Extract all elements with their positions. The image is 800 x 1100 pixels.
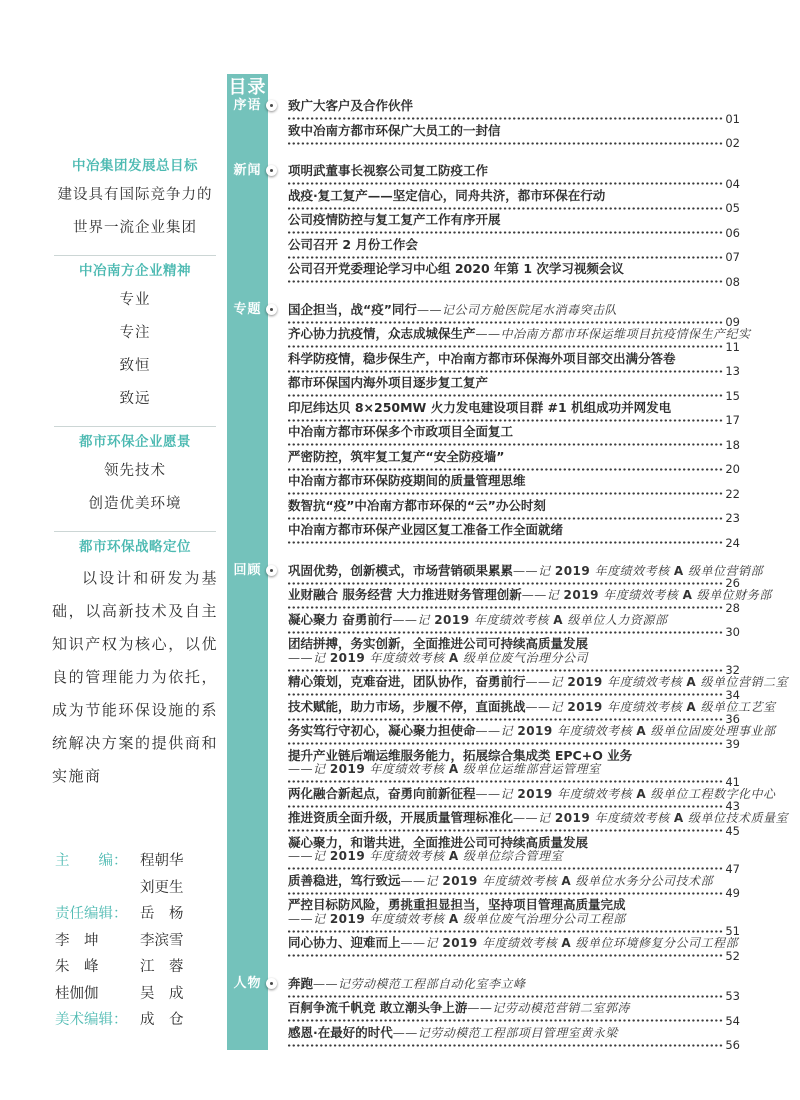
toc-entry: [288, 810, 789, 838]
toc-section-新闻: [288, 164, 740, 287]
editor-row: [55, 848, 221, 875]
toc-entry: [288, 303, 740, 328]
sidebar-divider: [54, 255, 216, 256]
toc-entry-subtitle: ——记 2019 年度绩效考核 A 级单位营销二室: [525, 675, 789, 689]
dotted-leader: [288, 345, 724, 348]
toc-entry-title: [288, 262, 740, 277]
toc-entry: [288, 977, 740, 1002]
toc-body: [288, 98, 789, 1052]
editor-role-label: 桂伽伽: [55, 985, 99, 1002]
page-number: 30: [725, 625, 740, 639]
page-number: 02: [725, 136, 740, 150]
page-number: 17: [725, 413, 740, 427]
toc-entry-subtitle: ——记 2019 年度绩效考核 A 级单位环境修复分公司工程部: [400, 936, 739, 950]
section-bullet-icon: [266, 978, 277, 989]
toc-entry-subtitle: ——记 2019 年度绩效考核 A 级单位废气治理分公司工程部: [288, 911, 626, 926]
toc-entry-title: [288, 810, 789, 826]
toc-entry-title: [288, 562, 764, 579]
toc-entry-main-text: 凝心聚力，和谐共进，全面推进公司可持续高质量发展: [288, 834, 589, 850]
dotted-leader: [288, 805, 724, 808]
toc-entry: [288, 425, 740, 450]
toc-entry-subtitle: ——记劳动模范营销二室郭涛: [467, 1001, 630, 1015]
page-number: 32: [725, 663, 740, 677]
toc-section-人物: [288, 977, 740, 1051]
dotted-leader: [288, 207, 724, 210]
dotted-leader: [288, 443, 724, 446]
toc-entry-title: [288, 836, 740, 851]
section-bullet-icon: [266, 565, 277, 576]
toc-entry: [288, 749, 740, 787]
toc-entry-title: [288, 124, 740, 139]
page-number: 24: [725, 535, 740, 550]
editor-name: 成 仓: [140, 1012, 184, 1028]
toc-entry-title: [288, 936, 740, 951]
toc-entry-title: [288, 1001, 740, 1016]
page-number: 39: [725, 736, 740, 751]
editor-role-label: 美术编辑：: [55, 1012, 128, 1028]
toc-entry-main-text: 感恩·在最好的时代: [288, 1024, 393, 1040]
toc-entry-title: [288, 238, 740, 253]
toc-entry: [288, 474, 740, 499]
toc-entry-title: [288, 326, 751, 342]
page-number: 04: [725, 176, 740, 191]
toc-leader-row: [288, 535, 740, 550]
editor-row: [55, 981, 221, 1008]
toc-entry: [288, 124, 740, 149]
toc-entry-main-text: 公司召开党委理论学习中心组 2020 年第 1 次学习视频会议: [288, 261, 624, 276]
editor-name: 吴 成: [140, 985, 184, 1002]
sidebar-line: 致恒: [119, 358, 151, 374]
toc-entry: [288, 698, 776, 726]
toc-entry: [288, 613, 740, 638]
dotted-leader: [288, 117, 724, 120]
dotted-leader: [288, 669, 724, 672]
section-bullet-icon: [266, 165, 277, 176]
toc-entry-title: [288, 376, 740, 391]
toc-entry-main-text: 中冶南方都市环保防疫期间的质量管理思维: [288, 473, 526, 488]
toc-leader-row: [288, 1040, 740, 1050]
editor-name: 刘更生: [140, 879, 184, 896]
editor-row: [55, 901, 221, 928]
page-number: 36: [725, 712, 740, 726]
dotted-leader: [288, 606, 724, 609]
sidebar-line: 世界一流企业集团: [73, 220, 197, 236]
toc-entry: [288, 562, 764, 590]
dotted-leader: [288, 231, 724, 234]
dotted-leader: [288, 1019, 724, 1022]
toc-entry: [288, 785, 776, 813]
toc-entry-subtitle: ——记 2019 年度绩效考核 A 级单位工艺室: [525, 699, 776, 714]
toc-entry-title: [288, 1026, 740, 1041]
sidebar-heading: 中冶集团发展总目标: [72, 158, 198, 174]
editor-row: [55, 875, 221, 902]
dotted-leader: [288, 693, 724, 696]
editor-role-label: 朱 峰: [55, 959, 99, 975]
toc-entry: [288, 262, 740, 287]
toc-section-label-专题: 专题: [233, 302, 262, 317]
toc-section-label-回顾: 回顾: [233, 563, 262, 578]
editor-role-label: [55, 875, 140, 902]
page-number: 09: [725, 315, 740, 329]
sidebar-line: 领先技术: [104, 463, 166, 479]
toc-entry-title: [288, 499, 740, 514]
toc-entry-subtitle: ——记 2019 年度绩效考核 A 级单位运维部营运管理室: [288, 762, 601, 776]
toc-entry: [288, 189, 740, 214]
dotted-leader: [288, 742, 724, 745]
sidebar-line: 致远: [119, 391, 151, 407]
sidebar-divider: [54, 531, 216, 532]
toc-entry-main-text: 都市环保国内海外项目逐步复工复产: [288, 375, 489, 390]
sidebar-line: 专业: [119, 292, 151, 308]
toc-entry: [288, 587, 772, 615]
editor-name: 程朝华: [140, 853, 184, 869]
dotted-leader: [288, 256, 724, 259]
dotted-leader: [288, 954, 724, 957]
section-bullet-icon: [266, 100, 277, 111]
toc-entry-title: [288, 164, 740, 179]
toc-entry-subtitle: ——记公司方舱医院尾水消毒突击队: [416, 302, 617, 317]
toc-entry-main-text: 数智抗“疫”中冶南方都市环保的“云”办公时刻: [288, 497, 546, 513]
toc-entry-main-text: 公司召开 2 月份工作会: [288, 236, 418, 252]
toc-entry-main-text: 凝心聚力 奋勇前行: [288, 611, 393, 627]
toc-entry-title: [288, 613, 740, 628]
toc-entry-subtitle: ——记 2019 年度绩效考核 A 级单位营销部: [513, 563, 764, 578]
page-number: 43: [725, 799, 740, 813]
page-number: 34: [725, 687, 740, 702]
toc-entry-title: [288, 977, 740, 992]
toc-entry-main-text: 公司疫情防控与复工复产工作有序开展: [288, 212, 501, 227]
toc-entry-main-text: 推进资质全面升级，开展质量管理标准化: [288, 810, 514, 825]
page-number: 23: [725, 511, 740, 525]
toc-section-序语: [288, 99, 740, 148]
dotted-leader: [288, 867, 724, 870]
toc-entry-title: [288, 898, 740, 913]
dotted-leader: [288, 780, 724, 783]
toc-entry-main-text: 项明武董事长视察公司复工防疫工作: [288, 163, 489, 178]
toc-entry-main-text: 巩固优势，创新模式，市场营销硕果累累: [288, 562, 514, 578]
toc-entry-main-text: 质善稳进，笃行致远: [288, 872, 401, 888]
editor-row: [55, 1007, 221, 1034]
editor-name: 江 蓉: [140, 959, 184, 975]
toc-section-专题: [288, 301, 751, 550]
toc-entry-title: [288, 401, 740, 416]
dotted-leader: [288, 182, 724, 185]
page-number: 15: [725, 388, 740, 403]
toc-entry-subtitle: ——记 2019 年度绩效考核 A 级单位综合管理室: [288, 849, 563, 863]
toc-entry-title: [288, 523, 740, 538]
toc-entry-main-text: 中冶南方都市环保产业园区复工准备工作全面就绪: [288, 522, 564, 537]
toc-entry-main-text: 战疫·复工复产——坚定信心，同舟共济，都市环保在行动: [288, 187, 606, 203]
toc-entry-main-text: 务实笃行守初心，凝心聚力担使命: [288, 723, 476, 738]
page-number: 56: [725, 1038, 740, 1052]
toc-title: 目录: [228, 77, 267, 98]
toc-entry: [288, 213, 740, 238]
editors-block: [55, 848, 221, 1034]
toc-entry: [288, 1001, 740, 1026]
page-number: 49: [725, 886, 740, 900]
toc-entry-title: [288, 749, 740, 764]
toc-leader-row: [288, 274, 740, 289]
toc-section-label-人物: 人物: [233, 976, 262, 991]
toc-entry: [288, 99, 740, 124]
editor-row: [55, 928, 221, 955]
dotted-leader: [288, 370, 724, 373]
page-number: 07: [725, 250, 740, 264]
sidebar-paragraph: 以设计和研发为基础，以高新技术及自主知识产权为核心，以优良的管理能力为依托，成为节能环保设施的系统解决方案的提供商和实施商: [52, 569, 218, 785]
sidebar-line: 建设具有国际竞争力的: [57, 187, 213, 203]
toc-entry-title: [288, 637, 740, 652]
toc-entry-main-text: 严控目标防风险，勇挑重担显担当，坚持项目管理高质量完成: [288, 897, 626, 912]
toc-entry-main-text: 奔跑: [288, 975, 314, 991]
toc-entry-title: [288, 723, 776, 739]
dotted-leader: [288, 142, 724, 145]
toc-entry-main-text: 百舸争流千帆竞 敢立潮头争上游: [288, 1000, 468, 1015]
page-number: 06: [725, 225, 740, 240]
toc-entry: [288, 450, 740, 475]
page-number: 22: [725, 486, 740, 501]
toc-entry-subtitle: ——记 2019 年度绩效考核 A 级单位人力资源部: [392, 612, 668, 627]
page-number: 54: [725, 1013, 740, 1028]
dotted-leader: [288, 280, 724, 283]
toc-entry: [288, 874, 740, 899]
dotted-leader: [288, 419, 724, 422]
toc-section-label-序语: 序语: [233, 98, 262, 113]
section-bullet-icon: [266, 304, 277, 315]
editor-name: 李滨雪: [140, 932, 184, 949]
page-number: 11: [725, 339, 740, 354]
dotted-leader: [288, 718, 724, 721]
toc-leader-row: [288, 948, 740, 963]
dotted-leader: [288, 892, 724, 895]
toc-entry: [288, 401, 740, 426]
toc-entry-main-text: 两化融合新起点，奋勇向前新征程: [288, 785, 476, 801]
editor-row: [55, 954, 221, 981]
dotted-leader: [288, 582, 724, 585]
sidebar-heading: 都市环保企业愿景: [79, 434, 191, 450]
page-number: 51: [725, 924, 740, 938]
toc-entry-subtitle: ——记劳动模范工程部项目管理室黄永梁: [392, 1025, 618, 1040]
toc-entry-title: [288, 698, 776, 715]
toc-entry: [288, 723, 776, 751]
toc-entry: [288, 1026, 740, 1051]
toc-entry-title: [288, 785, 776, 802]
toc-entry: [288, 376, 740, 401]
page-number: 28: [725, 600, 740, 615]
sidebar-heading: 中冶南方企业精神: [79, 263, 191, 279]
toc-entry: [288, 637, 740, 675]
contents-bar: [227, 74, 268, 1050]
toc-entry-title: [288, 189, 740, 204]
page-number: 01: [725, 111, 740, 126]
toc-entry-main-text: 严密防控，筑牢复工复产“安全防疫墙”: [288, 448, 505, 464]
toc-entry-main-text: 提升产业链后端运维服务能力，拓展综合集成类 EPC+O 业务: [288, 747, 633, 763]
toc-entry-main-text: 业财融合 服务经营 大力推进财务管理创新: [288, 587, 522, 602]
toc-entry-main-text: 技术赋能，助力市场，步履不停，直面挑战: [288, 698, 526, 714]
toc-entry-subtitle: ——记 2019 年度绩效考核 A 级单位财务部: [521, 588, 772, 602]
toc-entry-subtitle: ——记 2019 年度绩效考核 A 级单位水务分公司技术部: [400, 873, 714, 888]
editor-role-label: 主 编：: [55, 853, 128, 869]
page-number: 52: [725, 948, 740, 963]
dotted-leader: [288, 930, 724, 933]
toc-entry-title: [288, 213, 740, 228]
toc-entry-main-text: 精心策划，克难奋进，团队协作，奋勇前行: [288, 674, 526, 689]
toc-entry-main-text: 团结拼搏，务实创新，全面推进公司可持续高质量发展: [288, 636, 589, 651]
dotted-leader: [288, 829, 724, 832]
toc-entry-title: [288, 674, 789, 690]
page-number: 41: [725, 774, 740, 789]
dotted-leader: [288, 394, 724, 397]
toc-entry-subtitle: ——记 2019 年度绩效考核 A 级单位工程数字化中心: [475, 786, 776, 801]
toc-entry: [288, 326, 751, 354]
toc-entry: [288, 674, 789, 702]
sidebar-heading: 都市环保战略定位: [79, 539, 191, 555]
toc-leader-row: [288, 138, 740, 148]
toc-entry-title: [288, 99, 740, 114]
page-number: 26: [725, 576, 740, 590]
dotted-leader: [288, 492, 724, 495]
toc-entry: [288, 898, 740, 936]
toc-entry: [288, 936, 740, 961]
editor-role-label: 责任编辑：: [55, 906, 128, 922]
toc-entry-subtitle: ——记 2019 年度绩效考核 A 级单位技术质量室: [513, 811, 789, 825]
toc-entry: [288, 836, 740, 874]
dotted-leader: [288, 541, 724, 544]
editor-role-label: 李 坤: [55, 932, 99, 949]
toc-entry-main-text: 齐心协力抗疫情，众志成城保生产: [288, 326, 476, 341]
dotted-leader: [288, 995, 724, 998]
toc-entry-title: [288, 352, 740, 367]
toc-entry-title: [288, 874, 740, 889]
toc-entry: [288, 164, 740, 189]
sidebar-divider: [54, 426, 216, 427]
toc-section-回顾: [288, 562, 789, 963]
sidebar-line: 专注: [119, 325, 151, 341]
dotted-leader: [288, 517, 724, 520]
toc-entry-main-text: 科学防疫情，稳步保生产，中冶南方都市环保海外项目部交出满分答卷: [288, 350, 676, 366]
toc-entry: [288, 238, 740, 263]
dotted-leader: [288, 321, 724, 324]
dotted-leader: [288, 468, 724, 471]
page-number: 05: [725, 201, 740, 215]
toc-entry-subtitle: ——记 2019 年度绩效考核 A 级单位固废处理事业部: [475, 724, 776, 738]
editor-name: 岳 杨: [140, 906, 184, 922]
toc-entry-main-text: 国企担当，战“疫”同行: [288, 301, 417, 317]
toc-entry-subtitle: ——记劳动模范工程部自动化室李立峰: [313, 976, 526, 991]
toc-entry-subtitle: ——中冶南方都市环保运维项目抗疫情保生产纪实: [475, 327, 751, 341]
toc-entry-title: [288, 474, 740, 489]
toc-entry-main-text: 印尼纬达贝 8×250MW 火力发电建设项目群 #1 机组成功并网发电: [288, 399, 672, 415]
toc-entry: [288, 352, 740, 377]
toc-entry-main-text: 同心协力、迎难而上: [288, 935, 401, 950]
dotted-leader: [288, 1044, 724, 1047]
page-number: 08: [725, 274, 740, 289]
toc-entry-title: [288, 587, 772, 603]
sidebar: [52, 153, 218, 793]
toc-entry: [288, 499, 740, 524]
page-number: 13: [725, 364, 740, 378]
sidebar-line: 创造优美环境: [88, 496, 182, 512]
toc-section-label-新闻: 新闻: [233, 163, 262, 178]
toc-entry: [288, 523, 740, 548]
toc-entry-title: [288, 425, 740, 440]
page-number: 45: [725, 823, 740, 838]
page-number: 47: [725, 861, 740, 876]
dotted-leader: [288, 631, 724, 634]
toc-entry-title: [288, 303, 740, 318]
toc-entry-main-text: 中冶南方都市环保多个市政项目全面复工: [288, 424, 514, 439]
page-number: 20: [725, 462, 740, 476]
toc-entry-subtitle: ——记 2019 年度绩效考核 A 级单位废气治理分公司: [288, 650, 588, 665]
page-number: 53: [725, 989, 740, 1003]
toc-entry-main-text: 致广大客户及合作伙伴: [288, 98, 414, 113]
toc-entry-title: [288, 450, 740, 465]
page-number: 18: [725, 437, 740, 452]
toc-entry-main-text: 致中冶南方都市环保广大员工的一封信: [288, 122, 501, 138]
